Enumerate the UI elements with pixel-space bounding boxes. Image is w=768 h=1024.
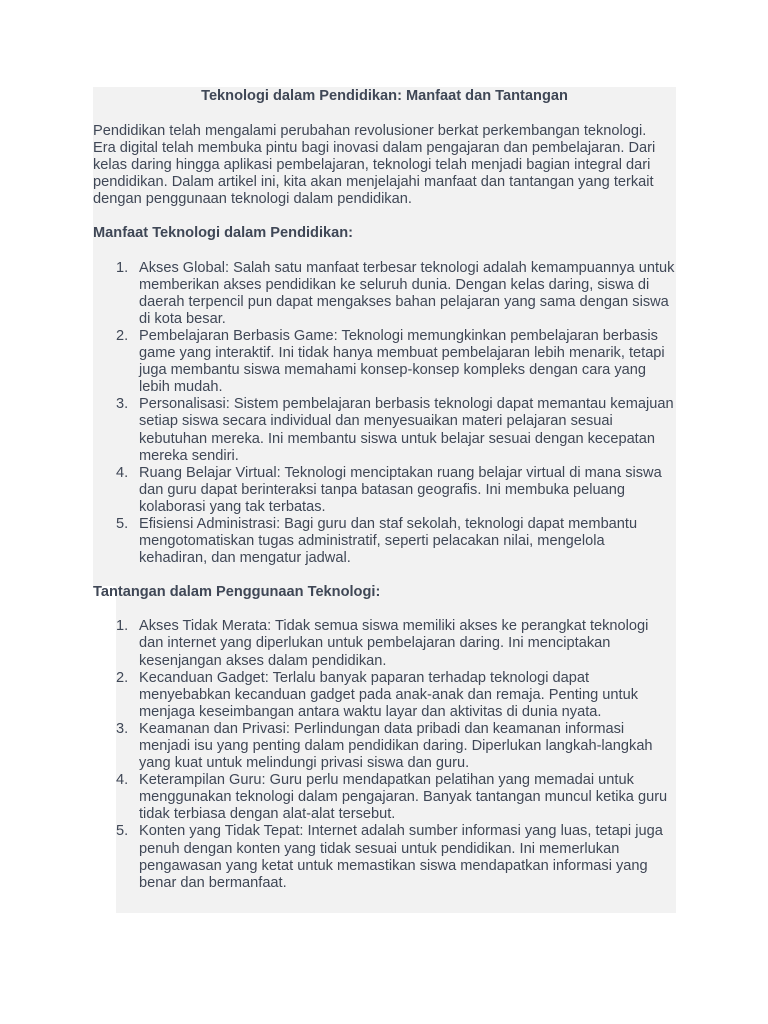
intro-paragraph: Pendidikan telah mengalami perubahan revolusioner berkat perkembangan teknologi. Era digital telah membuka pintu bagi inovasi dalam pengajaran dan pembelajaran. Dari kelas daring hingga aplikasi pembelajaran, teknologi telah menjadi bagian integral dari pendidikan. Dalam artikel ini, kita akan menjelajahi manfaat dan tantangan yang terkait dengan penggunaan teknologi dalam pendidikan. [93,123,656,208]
list-item [116,823,676,891]
list-item-text: Keterampilan Guru: Guru perlu mendapatkan pelatihan yang memadai untuk menggunakan teknologi dalam pengajaran. Banyak tantangan muncul ketika guru tidak terbiasa dengan alat-alat tersebut. [139,772,668,823]
list-item [116,618,676,669]
list-item [116,327,676,396]
list-item-number: 3. [116,720,129,737]
list-item-number: 1. [116,618,129,635]
list-item [116,259,676,328]
list-item [116,669,676,721]
list-item-number: 1. [116,259,129,276]
list-item-text: Konten yang Tidak Tepat: Internet adalah sumber informasi yang luas, tetapi juga penuh dengan konten yang tidak sesuai untuk pendidikan. Ini memerlukan pengawasan yang ketat untuk memastikan siswa mendapatkan informasi yang benar dan bermanfaat. [139,823,663,891]
list-item-number: 3. [116,396,129,413]
list-item [116,515,676,567]
document-body [93,87,676,892]
list-item-text: Personalisasi: Sistem pembelajaran berbasis teknologi dapat memantau kemajuan setiap siswa secara individual dan menyesuaikan materi pelajaran sesuai kebutuhan mereka. Ini membantu siswa untuk belajar sesuai dengan kecepatan mereka sendiri. [139,396,674,464]
list-item-number: 2. [116,327,129,344]
list-item [116,464,676,516]
document-title: Teknologi dalam Pendidikan: Manfaat dan Tantangan [201,88,568,104]
list-item-number: 4. [116,464,129,481]
benefits-list [93,260,676,568]
list-item-number: 5. [116,515,129,532]
list-item-number: 2. [116,669,129,686]
list-item-number: 5. [116,823,129,840]
list-item-text: Ruang Belajar Virtual: Teknologi menciptakan ruang belajar virtual di mana siswa dan guru dapat berinteraksi tanpa batasan geografis. Ini membuka peluang kolaborasi yang tak terbatas. [139,464,662,515]
list-item-text: Akses Global: Salah satu manfaat terbesar teknologi adalah kemampuannya untuk memberikan akses pendidikan ke seluruh dunia. Dengan kelas daring, siswa di daerah terpencil pun dapat mengakses bahan pelajaran yang sama dengan siswa di kota besar. [139,259,675,327]
benefits-heading: Manfaat Teknologi dalam Pendidikan: [93,225,354,242]
list-item [116,720,676,772]
list-item [116,396,676,464]
challenges-list [93,618,676,892]
list-item-text: Akses Tidak Merata: Tidak semua siswa memiliki akses ke perangkat teknologi dan internet yang diperlukan untuk pembelajaran daring. Ini menciptakan kesenjangan akses dalam pendidikan. [139,618,649,669]
list-item-text: Kecanduan Gadget: Terlalu banyak paparan terhadap teknologi dapat menyebabkan kecanduan gadget pada anak-anak dan remaja. Penting untuk menjaga keseimbangan antara waktu layar dan aktivitas di dunia nyata. [139,669,638,720]
challenges-heading: Tantangan dalam Penggunaan Teknologi: [93,584,381,601]
list-item-text: Efisiensi Administrasi: Bagi guru dan staf sekolah, teknologi dapat membantu mengotomatiskan tugas administratif, seperti pelacakan nilai, mengelola kehadiran, dan mengatur jadwal. [139,515,638,567]
list-item-number: 4. [116,772,129,789]
list-item-text: Pembelajaran Berbasis Game: Teknologi memungkinkan pembelajaran berbasis game yang interaktif. Ini tidak hanya membuat pembelajaran lebih menarik, tetapi juga membantu siswa memahami konsep-konsep kompleks dengan cara yang lebih mudah. [139,327,665,396]
list-item-text: Keamanan dan Privasi: Perlindungan data pribadi dan keamanan informasi menjadi isu yang penting dalam pendidikan daring. Diperlukan langkah-langkah yang kuat untuk melindungi privasi siswa dan guru. [139,720,653,772]
list-item [116,772,676,823]
